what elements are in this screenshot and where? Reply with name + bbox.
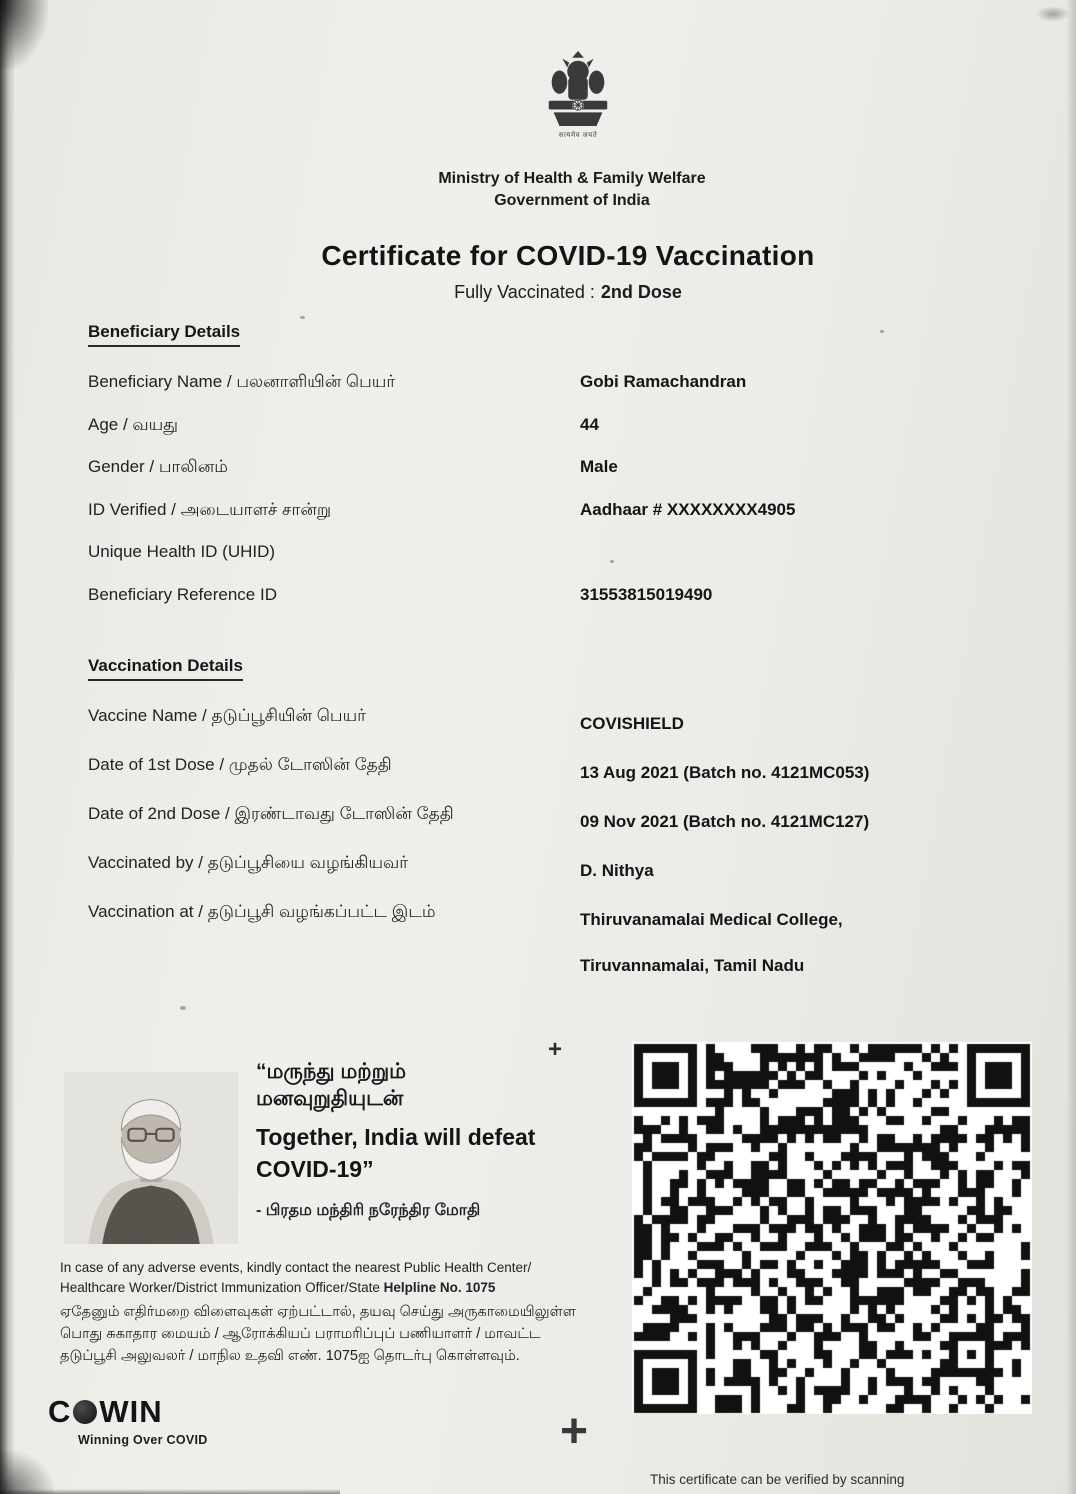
field-row-reference-id	[88, 585, 1018, 628]
field-label: Date of 2nd Dose / இரண்டாவது டோஸின் தேதி	[88, 804, 454, 823]
field-row-vaccinated-by	[88, 853, 1018, 902]
cowin-tagline: Winning Over COVID	[78, 1433, 208, 1447]
quote-english-line1: Together, India will defeat	[256, 1123, 536, 1150]
field-label: Beneficiary Name / பலனாளியின் பெயர்	[88, 372, 396, 391]
field-value: 13 Aug 2021 (Batch no. 4121MC053)	[580, 763, 870, 782]
ministry-header	[292, 168, 852, 211]
field-value: 44	[580, 414, 599, 434]
field-row-first-dose	[88, 755, 1018, 804]
scan-artifact	[300, 316, 305, 319]
field-label: Vaccine Name / தடுப்பூசியின் பெயர்	[88, 706, 367, 725]
pm-portrait-image	[64, 1072, 238, 1244]
emblem-motto: सत्यमेव जयते	[558, 132, 598, 139]
field-label: Gender / பாலினம்	[88, 457, 228, 476]
certificate-title-block	[138, 240, 998, 303]
field-row-vaccination-at	[88, 902, 1018, 976]
quote-tamil-line2: மனவுறுதியுடன்	[256, 1087, 404, 1111]
field-label: Unique Health ID (UHID)	[88, 542, 276, 561]
field-value: Gobi Ramachandran	[580, 372, 747, 391]
field-label: Date of 1st Dose / முதல் டோஸின் தேதி	[88, 755, 392, 774]
status-prefix: Fully Vaccinated :	[454, 282, 595, 302]
ashoka-emblem-icon	[539, 48, 617, 130]
adverse-line1: In case of any adverse events, kindly contact the nearest Public Health Center/	[60, 1260, 532, 1275]
beneficiary-details-section	[88, 322, 240, 347]
helpline-number: Helpline No. 1075	[383, 1279, 496, 1295]
scan-artifact	[0, 1450, 54, 1494]
quote-tamil-line1: “மருந்து மற்றும்	[256, 1060, 407, 1083]
field-label: ID Verified / அடையாளச் சான்று	[88, 499, 332, 519]
field-value: 31553815019490	[580, 584, 713, 604]
quote-attribution: - பிரதம மந்திரி நரேந்திர மோதி	[256, 1201, 481, 1219]
field-row-second-dose	[88, 804, 1018, 853]
field-value: D. Nithya	[580, 861, 654, 880]
field-value: 09 Nov 2021 (Batch no. 4121MC127)	[580, 812, 870, 831]
qr-code-image	[632, 1042, 1032, 1414]
scan-artifact	[180, 1006, 186, 1010]
pm-quote-block	[256, 1058, 596, 1221]
vaccination-details-heading: Vaccination Details	[88, 656, 243, 681]
field-value: COVISHIELD	[580, 714, 684, 733]
scan-artifact	[1066, 0, 1076, 1494]
field-value: Aadhaar # XXXXXXXX4905	[580, 499, 796, 519]
field-label: Beneficiary Reference ID	[88, 584, 277, 604]
certificate-title: Certificate for COVID-19 Vaccination	[321, 240, 815, 271]
vaccination-fields	[88, 706, 1018, 976]
government-name: Government of India	[494, 191, 650, 209]
scan-artifact	[880, 330, 884, 333]
qr-verify-caption: This certificate can be verified by scanning	[650, 1472, 905, 1487]
vaccination-at-line2: Tiruvannamalai, Tamil Nadu	[580, 956, 805, 975]
field-row-id-verified	[88, 500, 1018, 543]
scan-artifact	[0, 0, 15, 1494]
pm-modi-photo	[64, 1072, 238, 1244]
adverse-line2	[60, 1278, 600, 1298]
field-label: Age / வயது	[88, 414, 179, 434]
vaccination-details-section	[88, 656, 243, 681]
adverse-line2-text: Healthcare Worker/District Immunization Officer/State	[60, 1279, 384, 1295]
qr-code	[632, 1042, 1032, 1414]
beneficiary-details-heading: Beneficiary Details	[88, 322, 240, 347]
field-row-vaccine-name	[88, 706, 1018, 755]
ministry-name: Ministry of Health & Family Welfare	[438, 170, 706, 187]
scan-artifact	[0, 0, 48, 70]
plus-mark-icon: +	[560, 1405, 589, 1458]
beneficiary-fields	[88, 372, 1018, 627]
field-value: Male	[580, 457, 618, 476]
field-label: Vaccinated by / தடுப்பூசியை வழங்கியவர்	[88, 853, 409, 872]
vaccination-at-line1: Thiruvanamalai Medical College,	[580, 910, 843, 929]
quote-english-line2: COVID-19”	[256, 1155, 374, 1182]
field-value	[580, 902, 1018, 976]
plus-mark-icon: +	[548, 1036, 563, 1063]
cowin-logo	[48, 1394, 208, 1447]
field-row-gender	[88, 457, 1018, 500]
cowin-logo-c: C	[48, 1394, 72, 1429]
field-row-beneficiary-name	[88, 372, 1018, 415]
national-emblem	[536, 48, 620, 140]
field-row-uhid	[88, 542, 1018, 585]
cowin-o-icon	[73, 1400, 97, 1424]
tamil-helpline-notice: ஏதேனும் எதிர்மறை விளைவுகள் ஏற்பட்டால், தயவு செய்து அருகாமையிலுள்ள பொது சுகாதார மையம் / ஆரோக்கியப் பராமரிப்புப் பணியாளர் / மாவட்ட தடுப்பூசி அலுவலர் / மாநில உதவி எண். 1075ஐ தொடர்பு கொள்ளவும்.	[60, 1304, 576, 1364]
field-row-age	[88, 415, 1018, 458]
adverse-events-notice	[60, 1258, 600, 1297]
field-label: Vaccination at / தடுப்பூசி வழங்கப்பட்ட இடம்	[88, 902, 436, 921]
scan-artifact	[0, 1489, 340, 1494]
scan-artifact	[1036, 6, 1070, 22]
status-dose: 2nd Dose	[600, 282, 682, 302]
vaccination-status	[138, 282, 998, 303]
cowin-logo-win: WIN	[99, 1394, 163, 1429]
